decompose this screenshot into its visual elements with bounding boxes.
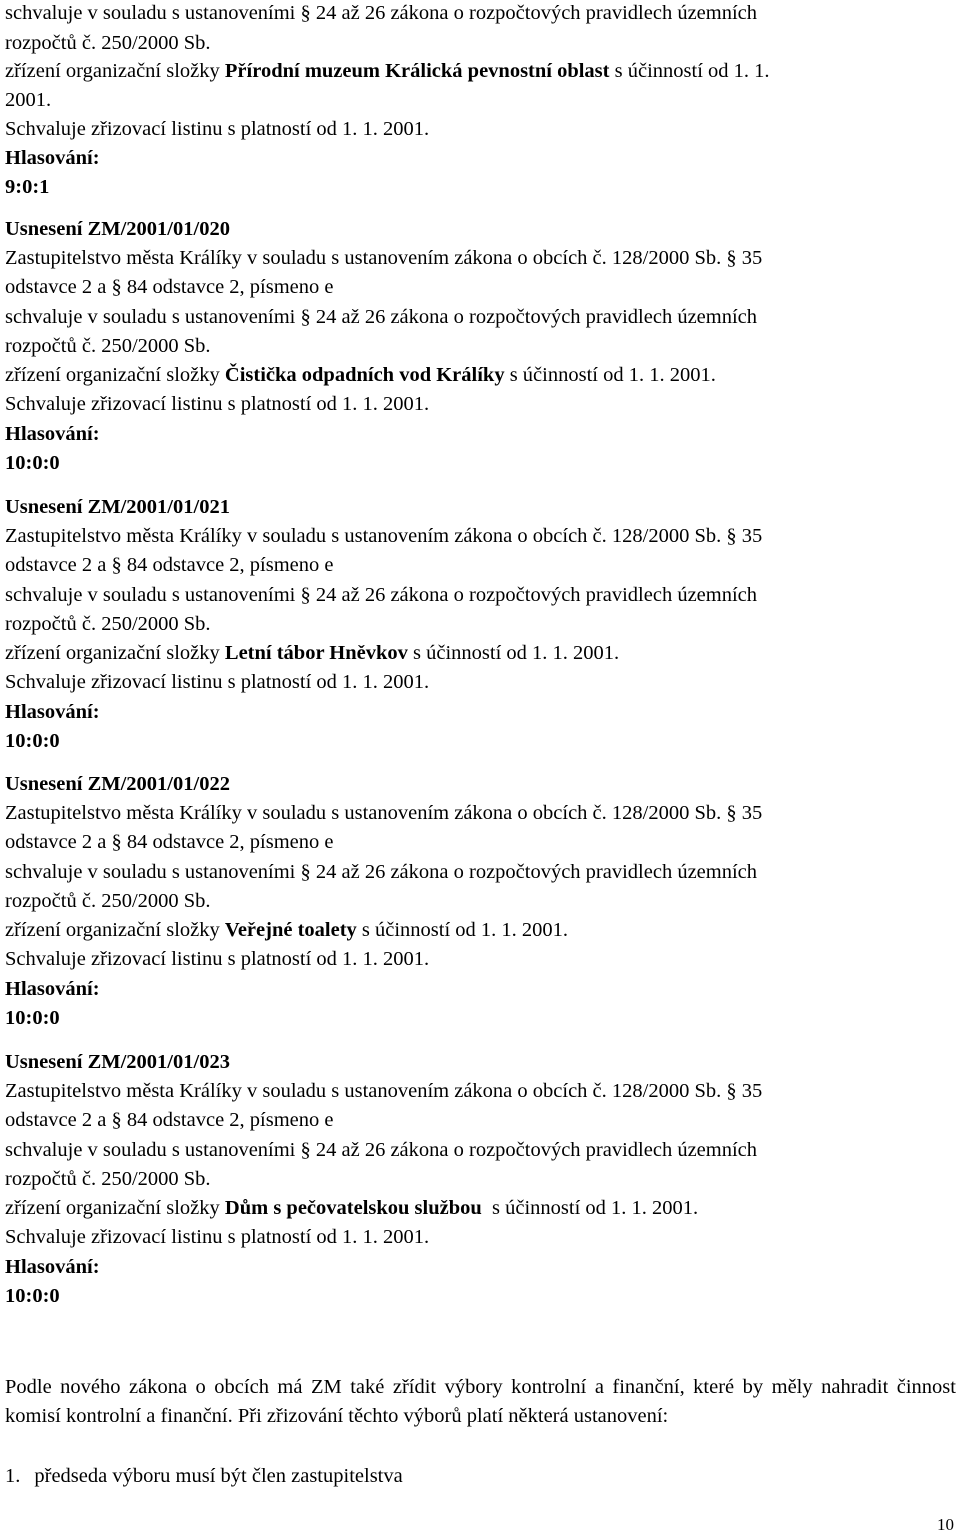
text-line: rozpočtů č. 250/2000 Sb. <box>5 32 211 54</box>
text-span: zřízení organizační složky <box>5 364 225 386</box>
text-line: Schvaluje zřizovací listinu s platností od 1. 1. 2001. <box>5 948 430 970</box>
vote-result: 10:0:0 <box>5 1285 60 1307</box>
closing-paragraph: Podle nového zákona o obcích má ZM také zřídit výbory kontrolní a finanční, které by měly nahradit činnost komisí kontrolní a finanční. Při zřizování těchto výborů platí některá ustanovení: <box>5 1376 956 1427</box>
text-span: s účinností od 1. 1. 2001. <box>407 642 620 664</box>
text-line: schvaluje v souladu s ustanoveními § 24 až 26 zákona o rozpočtových pravidlech územních <box>5 1139 758 1161</box>
text-line <box>5 58 770 84</box>
text-line: Zastupitelstvo města Králíky v souladu s ustanovením zákona o obcích č. 128/2000 Sb. § 35 <box>5 802 763 824</box>
page-number: 10 <box>937 1515 954 1534</box>
text-line: rozpočtů č. 250/2000 Sb. <box>5 1168 211 1190</box>
text-line: odstavce 2 a § 84 odstavce 2, písmeno e <box>5 554 334 576</box>
text-line: schvaluje v souladu s ustanoveními § 24 až 26 zákona o rozpočtových pravidlech územních <box>5 2 758 24</box>
text-line: odstavce 2 a § 84 odstavce 2, písmeno e <box>5 1109 334 1131</box>
vote-label: Hlasování: <box>5 701 100 723</box>
text-line: rozpočtů č. 250/2000 Sb. <box>5 890 211 912</box>
resolution-heading: Usnesení ZM/2001/01/021 <box>5 496 230 518</box>
text-line: Schvaluje zřizovací listinu s platností od 1. 1. 2001. <box>5 1226 430 1248</box>
vote-label: Hlasování: <box>5 147 100 169</box>
text-span: s účinností od 1. 1. 2001. <box>481 1197 699 1219</box>
vote-label: Hlasování: <box>5 423 100 445</box>
resolution-heading: Usnesení ZM/2001/01/022 <box>5 773 230 795</box>
text-line: rozpočtů č. 250/2000 Sb. <box>5 613 211 635</box>
organization-name: Čistička odpadních vod Králíky <box>224 364 505 386</box>
text-span: s účinností od 1. 1. 2001. <box>356 919 569 941</box>
text-line: schvaluje v souladu s ustanoveními § 24 až 26 zákona o rozpočtových pravidlech územních <box>5 584 758 606</box>
text-line <box>5 362 716 388</box>
text-line: Schvaluje zřizovací listinu s platností od 1. 1. 2001. <box>5 671 430 693</box>
text-line: Zastupitelstvo města Králíky v souladu s ustanovením zákona o obcích č. 128/2000 Sb. § 35 <box>5 1080 763 1102</box>
text-line <box>5 917 568 943</box>
resolution-heading: Usnesení ZM/2001/01/020 <box>5 218 230 240</box>
vote-result: 9:0:1 <box>5 176 50 198</box>
list-item-text: předseda výboru musí být člen zastupitelstva <box>34 1465 403 1487</box>
text-line: odstavce 2 a § 84 odstavce 2, písmeno e <box>5 831 334 853</box>
vote-label: Hlasování: <box>5 978 100 1000</box>
text-line: rozpočtů č. 250/2000 Sb. <box>5 335 211 357</box>
text-line: Schvaluje zřizovací listinu s platností od 1. 1. 2001. <box>5 393 430 415</box>
text-line: schvaluje v souladu s ustanoveními § 24 až 26 zákona o rozpočtových pravidlech územních <box>5 861 758 883</box>
text-span: zřízení organizační složky <box>5 642 225 664</box>
list-item <box>5 1463 403 1489</box>
text-span: zřízení organizační složky <box>5 919 225 941</box>
list-item-number: 1. <box>5 1465 21 1487</box>
text-line: Schvaluje zřizovací listinu s platností od 1. 1. 2001. <box>5 118 430 140</box>
organization-name: Letní tábor Hněvkov <box>224 642 408 664</box>
text-line: schvaluje v souladu s ustanoveními § 24 až 26 zákona o rozpočtových pravidlech územních <box>5 306 758 328</box>
vote-label: Hlasování: <box>5 1256 100 1278</box>
text-line: 2001. <box>5 89 52 111</box>
text-line: odstavce 2 a § 84 odstavce 2, písmeno e <box>5 276 334 298</box>
text-span: zřízení organizační složky <box>5 60 225 82</box>
vote-result: 10:0:0 <box>5 452 60 474</box>
text-span: s účinností od 1. 1. 2001. <box>504 364 716 386</box>
vote-result: 10:0:0 <box>5 730 60 752</box>
resolution-heading: Usnesení ZM/2001/01/023 <box>5 1051 230 1073</box>
text-span: zřízení organizační složky <box>5 1197 225 1219</box>
text-span: s účinností od 1. 1. <box>609 60 770 82</box>
organization-name: Přírodní muzeum Králická pevnostní oblast <box>224 60 610 82</box>
text-line: Zastupitelstvo města Králíky v souladu s ustanovením zákona o obcích č. 128/2000 Sb. § 35 <box>5 247 763 269</box>
organization-name: Dům s pečovatelskou službou <box>224 1197 482 1219</box>
organization-name: Veřejné toalety <box>224 919 357 941</box>
vote-result: 10:0:0 <box>5 1007 60 1029</box>
text-line: Zastupitelstvo města Králíky v souladu s ustanovením zákona o obcích č. 128/2000 Sb. § 35 <box>5 525 763 547</box>
text-line <box>5 640 619 666</box>
text-line <box>5 1195 698 1221</box>
